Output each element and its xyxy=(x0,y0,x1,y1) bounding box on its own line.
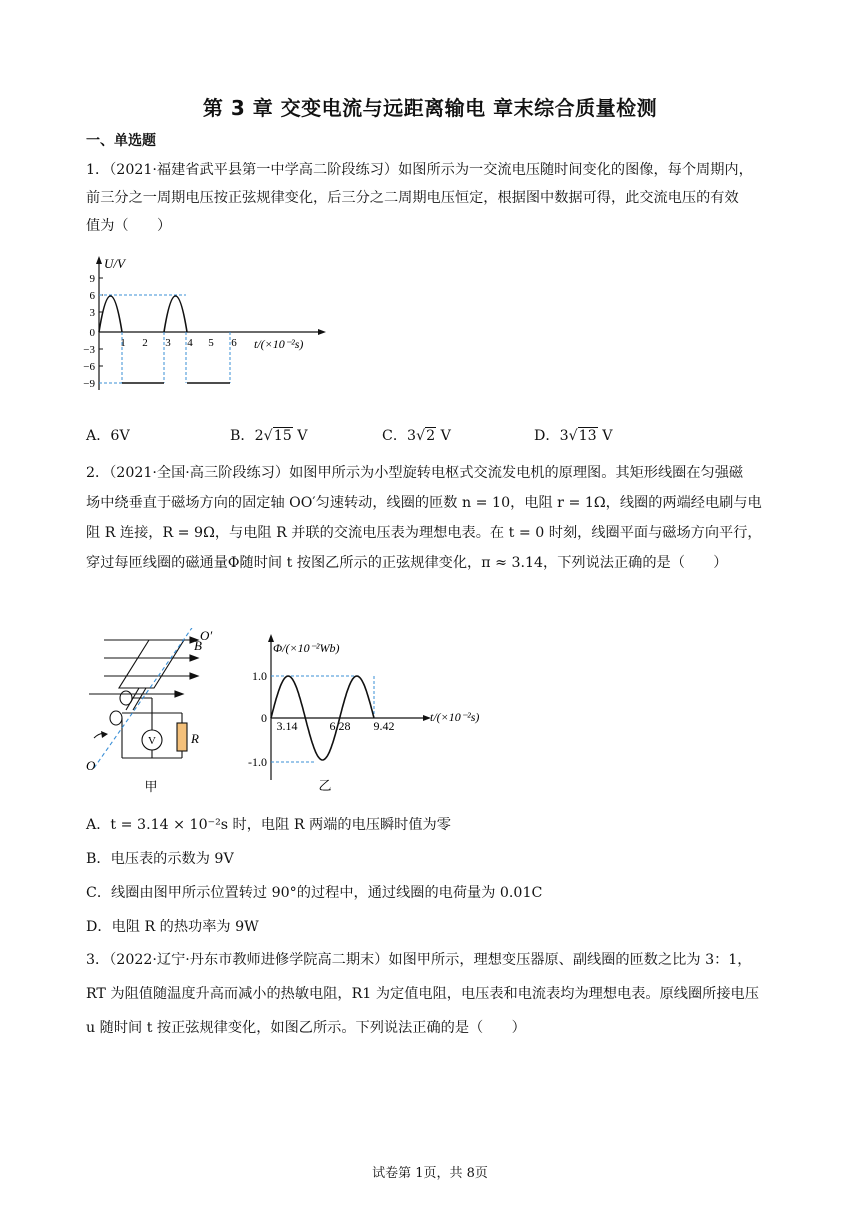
q1-ytick: −9 xyxy=(83,378,95,390)
q1-sine-hump-1 xyxy=(99,296,122,332)
q1-option-a[interactable]: A．6V xyxy=(86,428,130,444)
q2-x-label: t/(×10⁻²s) xyxy=(430,710,480,724)
q1-x-arrow xyxy=(318,329,326,335)
resistor-label: R xyxy=(191,731,199,746)
q1-xtick: 4 xyxy=(187,337,193,349)
q1-xtick: 2 xyxy=(142,337,148,349)
question-2-text xyxy=(86,458,776,578)
figure-jia-label: 甲 xyxy=(144,779,158,794)
axis-o-label: O xyxy=(86,758,96,773)
q1-sine-hump-2 xyxy=(164,296,187,332)
q1-ytick: 9 xyxy=(89,273,95,285)
q1-ytick: 3 xyxy=(89,307,95,319)
question-2-line-3: 阻 R 连接，R = 9Ω，与电阻 R 并联的交流电压表为理想电表。在 t = 0 时刻，线圈平面与磁场方向平行， xyxy=(86,525,762,541)
q2-option-d[interactable]: D．电阻 R 的热功率为 9W xyxy=(86,919,259,935)
q2-xtick: 9.42 xyxy=(373,719,395,733)
page-title: 第 3 章 交变电流与远距离输电 章末综合质量检测 xyxy=(202,96,658,120)
q2-option-c[interactable]: C．线圈由图甲所示位置转过 90°的过程中，通过线圈的电荷量为 0.01C xyxy=(86,885,543,901)
question-3-text xyxy=(86,943,776,1045)
q2-option-b[interactable]: B．电压表的示数为 9V xyxy=(86,851,234,867)
question-3-line-3: u 随时间 t 按正弦规律变化，如图乙所示。下列说法正确的是（ ） xyxy=(86,1020,526,1036)
q2-option-a[interactable]: A．t = 3.14 × 10⁻²s 时，电阻 R 两端的电压瞬时值为零 xyxy=(86,817,451,833)
axis-o-prime-label: O′ xyxy=(200,628,213,643)
q2-flux-chart xyxy=(240,630,500,800)
q2-generator-figure xyxy=(84,628,234,798)
question-2-line-4: 穿过每匝线圈的磁通量Φ随时间 t 按图乙所示的正弦规律变化，π ≈ 3.14，下列说法正确的是（ ） xyxy=(86,555,728,571)
q1-y-label: U/V xyxy=(104,256,125,271)
resistor-symbol xyxy=(177,723,187,751)
question-2-line-1: 2．（2021·全国·高三阶段练习）如图甲所示为小型旋转电枢式交流发电机的原理图。其矩形线圈在匀强磁 xyxy=(86,465,744,481)
q1-xtick: 5 xyxy=(208,337,214,349)
q1-xtick: 1 xyxy=(120,337,126,349)
page-footer: 试卷第 1页，共 8页 xyxy=(372,1166,488,1181)
q1-xtick: 6 xyxy=(231,337,237,349)
section-heading: 一、单选题 xyxy=(86,133,156,149)
q1-option-d[interactable]: D．3√13 V xyxy=(534,428,613,444)
question-1-text xyxy=(86,156,776,240)
q1-option-b[interactable]: B．2√15 V xyxy=(230,428,308,444)
q1-option-c[interactable]: C．3√2 V xyxy=(382,428,451,444)
q2-ytick: -1.0 xyxy=(248,755,267,769)
q1-ytick: −6 xyxy=(83,361,95,373)
question-1-line-1: 1．（2021·福建省武平县第一中学高二阶段练习）如图所示为一交流电压随时间变化的图像，每个周期内， xyxy=(86,162,753,178)
q1-y-arrow xyxy=(96,256,102,264)
field-b-label: B xyxy=(194,638,202,653)
q2-ytick: 1.0 xyxy=(252,669,267,683)
voltmeter-label: V xyxy=(148,735,156,747)
q1-xtick: 3 xyxy=(165,337,171,349)
question-2-line-2: 场中绕垂直于磁场方向的固定轴 OO′匀速转动，线圈的匝数 n = 10，电阻 r = 1Ω，线圈的两端经电刷与电 xyxy=(86,495,762,511)
question-1-line-3: 值为（ ） xyxy=(86,218,172,234)
figure-yi-label: 乙 xyxy=(318,778,332,793)
q2-y-label: Φ/(×10⁻²Wb) xyxy=(273,641,340,655)
q1-ytick: 6 xyxy=(89,290,95,302)
q2-ytick: 0 xyxy=(261,711,267,725)
q1-ytick: −3 xyxy=(83,344,95,356)
question-3-line-2: RT 为阻值随温度升高而减小的热敏电阻，R1 为定值电阻，电压表和电流表均为理想电表。原线圈所接电压 xyxy=(86,986,759,1002)
q1-ytick: 0 xyxy=(89,327,95,339)
q1-voltage-chart xyxy=(80,250,330,400)
question-1-line-2: 前三分之一周期电压按正弦规律变化，后三分之二周期电压恒定，根据图中数据可得，此交流电压的有效 xyxy=(86,190,739,206)
q2-xtick: 6.28 xyxy=(329,719,351,733)
q2-options xyxy=(86,808,776,944)
q2-xtick: 3.14 xyxy=(276,719,298,733)
q1-x-label: t/(×10⁻²s) xyxy=(254,337,304,351)
question-3-line-1: 3．（2022·辽宁·丹东市教师进修学院高二期末）如图甲所示，理想变压器原、副线圈的匝数之比为 3：1， xyxy=(86,952,752,968)
